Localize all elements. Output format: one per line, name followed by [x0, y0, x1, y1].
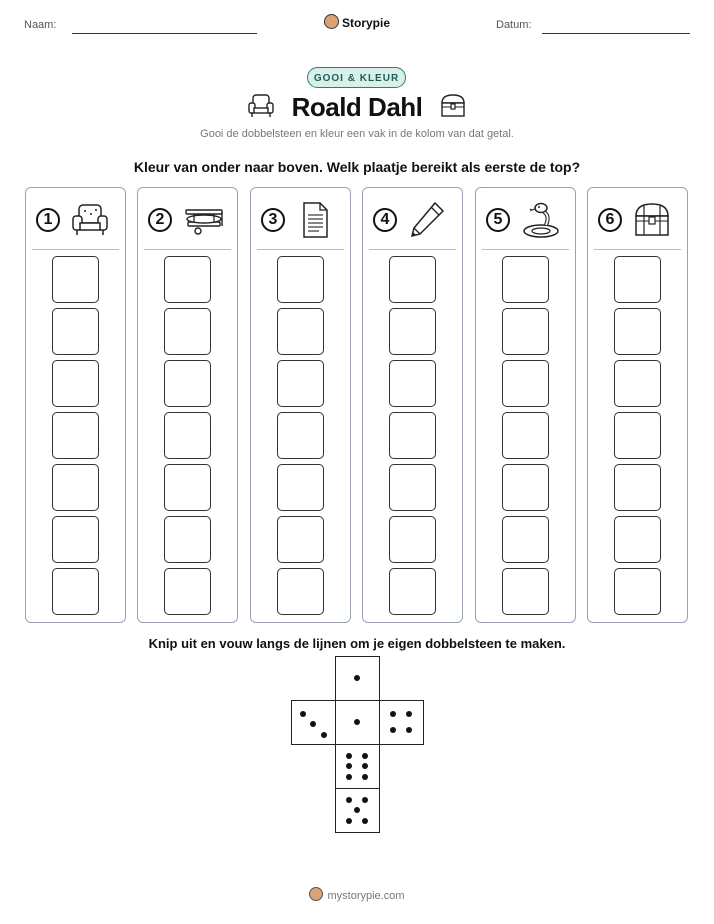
color-cell[interactable]: [52, 412, 99, 459]
column-divider: [32, 249, 119, 250]
die-face: [291, 700, 336, 745]
color-cell[interactable]: [277, 516, 324, 563]
column-3: [250, 187, 351, 623]
color-cell[interactable]: [389, 360, 436, 407]
column-5: [475, 187, 576, 623]
die-pip: [346, 818, 352, 824]
color-cell[interactable]: [164, 464, 211, 511]
color-cell[interactable]: [502, 360, 549, 407]
date-label: Datum:: [496, 19, 532, 31]
color-cell[interactable]: [502, 256, 549, 303]
die-pip: [362, 763, 368, 769]
color-cell[interactable]: [614, 360, 661, 407]
color-cell[interactable]: [52, 516, 99, 563]
die-pip: [390, 711, 396, 717]
biplane-icon: [182, 200, 226, 240]
subtitle: Gooi de dobbelsteen en kleur een vak in de kolom van dat getal.: [200, 128, 514, 140]
die-pip: [390, 727, 396, 733]
column-number: 2: [148, 208, 172, 232]
brand-logo: [0, 14, 714, 30]
color-cell[interactable]: [277, 412, 324, 459]
color-cell[interactable]: [389, 516, 436, 563]
column-number: 1: [36, 208, 60, 232]
die-pip: [362, 774, 368, 780]
brand-name: Storypie: [341, 16, 390, 30]
die-pip: [346, 797, 352, 803]
column-number: 5: [486, 208, 510, 232]
die-pip: [362, 753, 368, 759]
color-cell[interactable]: [277, 256, 324, 303]
color-cell[interactable]: [502, 412, 549, 459]
color-cell[interactable]: [502, 516, 549, 563]
die-pip: [406, 727, 412, 733]
die-face: [335, 700, 380, 745]
color-cell[interactable]: [614, 308, 661, 355]
color-cell[interactable]: [52, 568, 99, 615]
die-pip: [354, 807, 360, 813]
instruction: Kleur van onder naar boven. Welk plaatje bereikt als eerste de top?: [133, 159, 581, 175]
column-number: 3: [261, 208, 285, 232]
color-cell[interactable]: [389, 464, 436, 511]
color-cell[interactable]: [614, 464, 661, 511]
color-cell[interactable]: [277, 308, 324, 355]
color-cell[interactable]: [502, 308, 549, 355]
pencil-icon: [407, 200, 447, 240]
treasure-chest-icon: [632, 200, 672, 240]
color-cell[interactable]: [389, 568, 436, 615]
color-cell[interactable]: [277, 568, 324, 615]
die-face: [335, 656, 380, 701]
snake-icon: [520, 200, 562, 240]
color-cell[interactable]: [164, 516, 211, 563]
column-number: 6: [598, 208, 622, 232]
cut-instruction: Knip uit en vouw langs de lijnen om je eigen dobbelsteen te maken.: [148, 636, 566, 651]
color-cell[interactable]: [164, 256, 211, 303]
color-cell[interactable]: [389, 256, 436, 303]
footer-url[interactable]: mystorypie.com: [327, 890, 405, 902]
color-cell[interactable]: [52, 360, 99, 407]
color-cell[interactable]: [164, 360, 211, 407]
color-cell[interactable]: [502, 464, 549, 511]
date-line[interactable]: [542, 33, 690, 34]
color-cell[interactable]: [614, 516, 661, 563]
color-cell[interactable]: [52, 256, 99, 303]
column-divider: [369, 249, 456, 250]
color-cell[interactable]: [277, 464, 324, 511]
column-divider: [594, 249, 681, 250]
die-face: [335, 744, 380, 789]
column-6: [587, 187, 688, 623]
name-line[interactable]: [72, 33, 257, 34]
column-1: [25, 187, 126, 623]
die-pip: [346, 774, 352, 780]
column-divider: [482, 249, 569, 250]
die-face: [379, 700, 424, 745]
column-divider: [257, 249, 344, 250]
document-icon: [295, 200, 335, 240]
die-pip: [406, 711, 412, 717]
die-face: [335, 788, 380, 833]
color-cell[interactable]: [164, 412, 211, 459]
die-pip: [321, 732, 327, 738]
color-cell[interactable]: [614, 568, 661, 615]
column-divider: [144, 249, 231, 250]
die-pip: [354, 719, 360, 725]
color-cell[interactable]: [389, 412, 436, 459]
name-label: Naam:: [24, 19, 57, 31]
die-pip: [362, 818, 368, 824]
bear-icon: [324, 14, 339, 29]
color-cell[interactable]: [277, 360, 324, 407]
die-pip: [346, 753, 352, 759]
die-pip: [310, 721, 316, 727]
color-cell[interactable]: [614, 412, 661, 459]
color-cell[interactable]: [389, 308, 436, 355]
column-2: [137, 187, 238, 623]
die-pip: [346, 763, 352, 769]
bear-icon: [309, 887, 323, 901]
color-cell[interactable]: [614, 256, 661, 303]
treasure-chest-icon: [439, 92, 467, 120]
color-cell[interactable]: [164, 568, 211, 615]
footer: [0, 887, 714, 902]
die-pip: [362, 797, 368, 803]
color-cell[interactable]: [502, 568, 549, 615]
die-pip: [354, 675, 360, 681]
color-cell[interactable]: [52, 308, 99, 355]
column-number: 4: [373, 208, 397, 232]
activity-badge: GOOI & KLEUR: [307, 67, 406, 88]
color-cell[interactable]: [164, 308, 211, 355]
column-4: [362, 187, 463, 623]
armchair-icon: [70, 200, 110, 240]
color-cell[interactable]: [52, 464, 99, 511]
die-pip: [300, 711, 306, 717]
page-title: Roald Dahl: [291, 92, 423, 122]
